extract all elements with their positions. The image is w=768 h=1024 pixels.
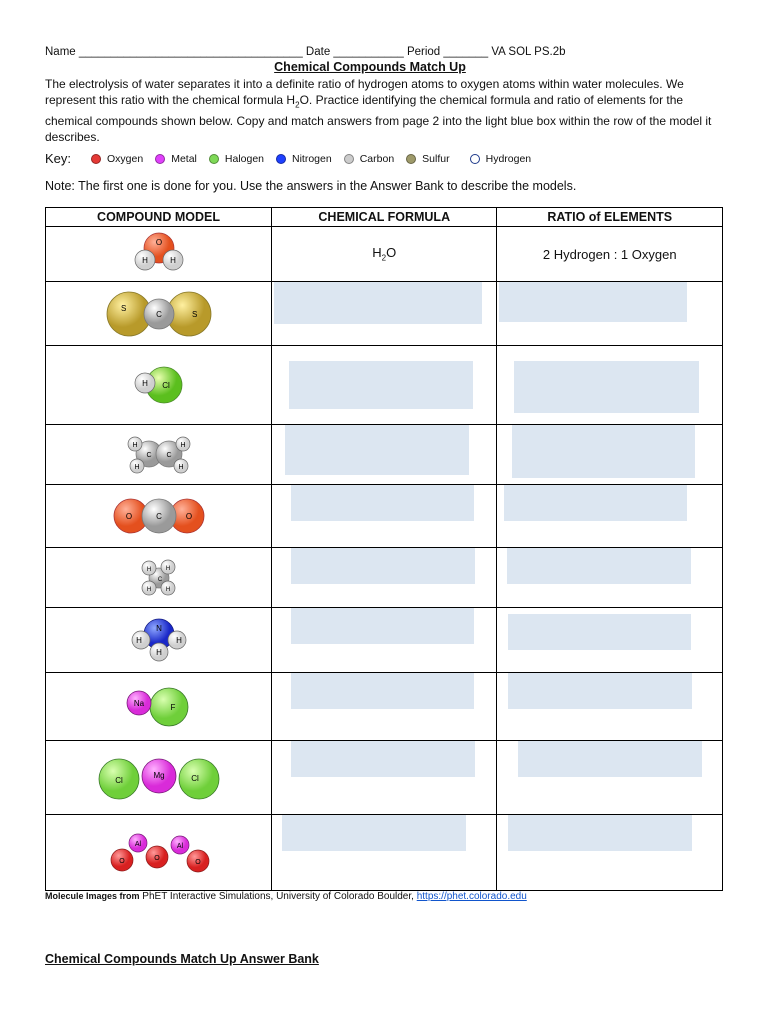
svg-text:H: H bbox=[141, 379, 148, 388]
table-row bbox=[46, 673, 723, 741]
svg-text:O: O bbox=[155, 238, 162, 247]
svg-text:H: H bbox=[165, 586, 170, 593]
key-carbon: Carbon bbox=[344, 153, 394, 165]
svg-text:S: S bbox=[191, 309, 197, 319]
formula-answer-box[interactable] bbox=[285, 425, 469, 475]
magnesium-chloride-molecule-image bbox=[97, 755, 221, 801]
svg-text:H: H bbox=[179, 441, 186, 449]
intro-subscript: 2 bbox=[295, 100, 300, 110]
svg-text:O: O bbox=[153, 854, 160, 862]
table-row bbox=[46, 282, 723, 346]
svg-text:Al: Al bbox=[176, 842, 183, 850]
phet-link[interactable]: https://phet.colorado.edu bbox=[416, 891, 527, 902]
carbon-dioxide-formula-cell bbox=[272, 485, 497, 548]
svg-text:C: C bbox=[155, 309, 162, 319]
water-model bbox=[46, 227, 272, 282]
note-text: Note: The first one is done for you. Use the answers in the Answer Bank to describe the models. bbox=[45, 179, 577, 193]
intro-text-2: O. Practice identifying the chemical formula and ratio of elements for the chemical compounds shown below. Copy and match answers from page 2 into the light blue box within the row of the model it describes. bbox=[45, 93, 712, 145]
ammonia-formula-cell bbox=[272, 608, 497, 673]
aluminum-oxide-molecule-image bbox=[104, 831, 214, 875]
aluminum-oxide-ratio-cell bbox=[497, 815, 723, 891]
intro-text-1: The electrolysis of water separates it into a definite ratio of hydrogen atoms to oxygen atoms within water molecules. We represent this ratio with the chemical formula H bbox=[45, 77, 684, 107]
svg-text:Cl: Cl bbox=[114, 775, 123, 785]
formula-answer-box[interactable] bbox=[274, 282, 482, 324]
svg-text:O: O bbox=[125, 512, 132, 521]
ammonia-model bbox=[46, 608, 272, 673]
carbon-dot-icon bbox=[344, 154, 354, 164]
ethylene-molecule-image bbox=[119, 430, 199, 480]
magnesium-chloride-ratio-cell bbox=[497, 741, 723, 815]
hydrogen-chloride-model bbox=[46, 346, 272, 425]
svg-text:C: C bbox=[165, 451, 172, 459]
ethylene-model bbox=[46, 425, 272, 485]
ratio-answer-box[interactable] bbox=[508, 614, 691, 650]
svg-text:H: H bbox=[155, 648, 162, 657]
compound-table bbox=[45, 207, 723, 891]
page-title: Chemical Compounds Match Up bbox=[274, 60, 466, 74]
halogen-dot-icon bbox=[209, 154, 219, 164]
table-row bbox=[46, 227, 723, 282]
key-halogen: Halogen bbox=[209, 153, 264, 165]
svg-text:O: O bbox=[185, 512, 192, 521]
ratio-answer-box[interactable] bbox=[512, 425, 695, 478]
carbon-disulfide-ratio-cell bbox=[497, 282, 723, 346]
intro-paragraph bbox=[45, 76, 725, 145]
formula-answer-box[interactable] bbox=[291, 673, 474, 709]
aluminum-oxide-formula-cell bbox=[272, 815, 497, 891]
key-metal: Metal bbox=[155, 153, 197, 165]
svg-text:C: C bbox=[157, 576, 162, 583]
svg-text:H: H bbox=[175, 636, 182, 645]
carbon-disulfide-formula-cell bbox=[272, 282, 497, 346]
key-label: Key: bbox=[45, 151, 72, 166]
carbon-dioxide-molecule-image bbox=[111, 494, 207, 538]
carbon-disulfide-model bbox=[46, 282, 272, 346]
table-row bbox=[46, 346, 723, 425]
methane-model bbox=[46, 548, 272, 608]
sulfur-dot-icon bbox=[406, 154, 416, 164]
svg-text:C: C bbox=[155, 512, 162, 521]
hydrogen-chloride-molecule-image bbox=[124, 360, 194, 410]
svg-text:F: F bbox=[170, 702, 175, 712]
svg-text:H: H bbox=[146, 566, 151, 573]
image-credit: Molecule Images from PhET Interactive Simulations, University of Colorado Boulder, https://phet.colorado.edu bbox=[45, 891, 527, 902]
svg-text:H: H bbox=[131, 441, 138, 449]
formula-answer-box[interactable] bbox=[291, 608, 474, 644]
ratio-answer-box[interactable] bbox=[518, 741, 702, 777]
color-key bbox=[45, 151, 543, 166]
sodium-fluoride-model bbox=[46, 673, 272, 741]
svg-text:C: C bbox=[145, 451, 152, 459]
table-row bbox=[46, 425, 723, 485]
key-oxygen: Oxygen bbox=[91, 153, 143, 165]
ratio-answer-box[interactable] bbox=[508, 673, 692, 709]
table-header-row bbox=[46, 208, 723, 227]
formula-answer-box[interactable] bbox=[291, 485, 474, 521]
svg-text:Na: Na bbox=[133, 698, 144, 708]
svg-text:H: H bbox=[141, 256, 148, 265]
header-chemical-formula: CHEMICAL FORMULA bbox=[272, 208, 497, 227]
methane-ratio-cell bbox=[497, 548, 723, 608]
svg-text:O: O bbox=[118, 857, 125, 865]
water-molecule-image bbox=[124, 229, 194, 279]
ratio-answer-box[interactable] bbox=[504, 485, 687, 521]
ammonia-molecule-image bbox=[126, 614, 192, 666]
svg-text:H: H bbox=[146, 586, 151, 593]
carbon-dioxide-ratio-cell bbox=[497, 485, 723, 548]
sodium-fluoride-molecule-image bbox=[119, 685, 199, 729]
carbon-disulfide-molecule-image bbox=[104, 287, 214, 341]
magnesium-chloride-model bbox=[46, 741, 272, 815]
carbon-dioxide-model bbox=[46, 485, 272, 548]
table-row bbox=[46, 608, 723, 673]
ratio-answer-box[interactable] bbox=[499, 282, 687, 322]
hydrogen-dot-icon bbox=[470, 154, 480, 164]
aluminum-oxide-model bbox=[46, 815, 272, 891]
svg-text:H: H bbox=[177, 463, 184, 471]
hydrogen-chloride-formula-cell bbox=[272, 346, 497, 425]
header-ratio-of-elements: RATIO of ELEMENTS bbox=[497, 208, 723, 227]
svg-text:O: O bbox=[194, 858, 201, 866]
oxygen-dot-icon bbox=[91, 154, 101, 164]
key-sulfur: Sulfur bbox=[406, 153, 449, 165]
water-ratio: 2 Hydrogen : 1 Oxygen bbox=[497, 227, 723, 282]
sodium-fluoride-ratio-cell bbox=[497, 673, 723, 741]
svg-text:Cl: Cl bbox=[190, 773, 199, 783]
ammonia-ratio-cell bbox=[497, 608, 723, 673]
methane-molecule-image bbox=[134, 555, 184, 601]
key-nitrogen: Nitrogen bbox=[276, 153, 332, 165]
nitrogen-dot-icon bbox=[276, 154, 286, 164]
header-fields: Name ___________________________________ Date ___________ Period _______ VA SOL PS.2b bbox=[45, 46, 566, 58]
table-row bbox=[46, 815, 723, 891]
ethylene-formula-cell bbox=[272, 425, 497, 485]
ratio-answer-box[interactable] bbox=[514, 361, 699, 413]
formula-answer-box[interactable] bbox=[291, 548, 475, 584]
svg-text:H: H bbox=[165, 565, 170, 572]
magnesium-chloride-formula-cell bbox=[272, 741, 497, 815]
svg-text:S: S bbox=[120, 303, 126, 313]
svg-text:H: H bbox=[133, 463, 140, 471]
svg-text:Mg: Mg bbox=[152, 770, 165, 780]
svg-text:Al: Al bbox=[134, 840, 141, 848]
table-row bbox=[46, 548, 723, 608]
svg-text:Cl: Cl bbox=[161, 381, 170, 390]
ratio-answer-box[interactable] bbox=[507, 548, 691, 584]
svg-text:H: H bbox=[169, 256, 176, 265]
svg-text:H: H bbox=[135, 636, 142, 645]
table-row bbox=[46, 485, 723, 548]
ethylene-ratio-cell bbox=[497, 425, 723, 485]
table-row bbox=[46, 741, 723, 815]
hydrogen-chloride-ratio-cell bbox=[497, 346, 723, 425]
formula-answer-box[interactable] bbox=[289, 361, 473, 409]
sodium-fluoride-formula-cell bbox=[272, 673, 497, 741]
svg-text:N: N bbox=[155, 624, 162, 633]
metal-dot-icon bbox=[155, 154, 165, 164]
formula-answer-box[interactable] bbox=[291, 741, 475, 777]
water-formula: $H_2O$ bbox=[272, 227, 497, 282]
answer-bank-title: Chemical Compounds Match Up Answer Bank bbox=[45, 952, 319, 966]
header-compound-model: COMPOUND MODEL bbox=[46, 208, 272, 227]
formula-answer-box[interactable] bbox=[282, 815, 466, 851]
ratio-answer-box[interactable] bbox=[508, 815, 692, 851]
key-hydrogen: Hydrogen bbox=[470, 153, 532, 165]
methane-formula-cell bbox=[272, 548, 497, 608]
